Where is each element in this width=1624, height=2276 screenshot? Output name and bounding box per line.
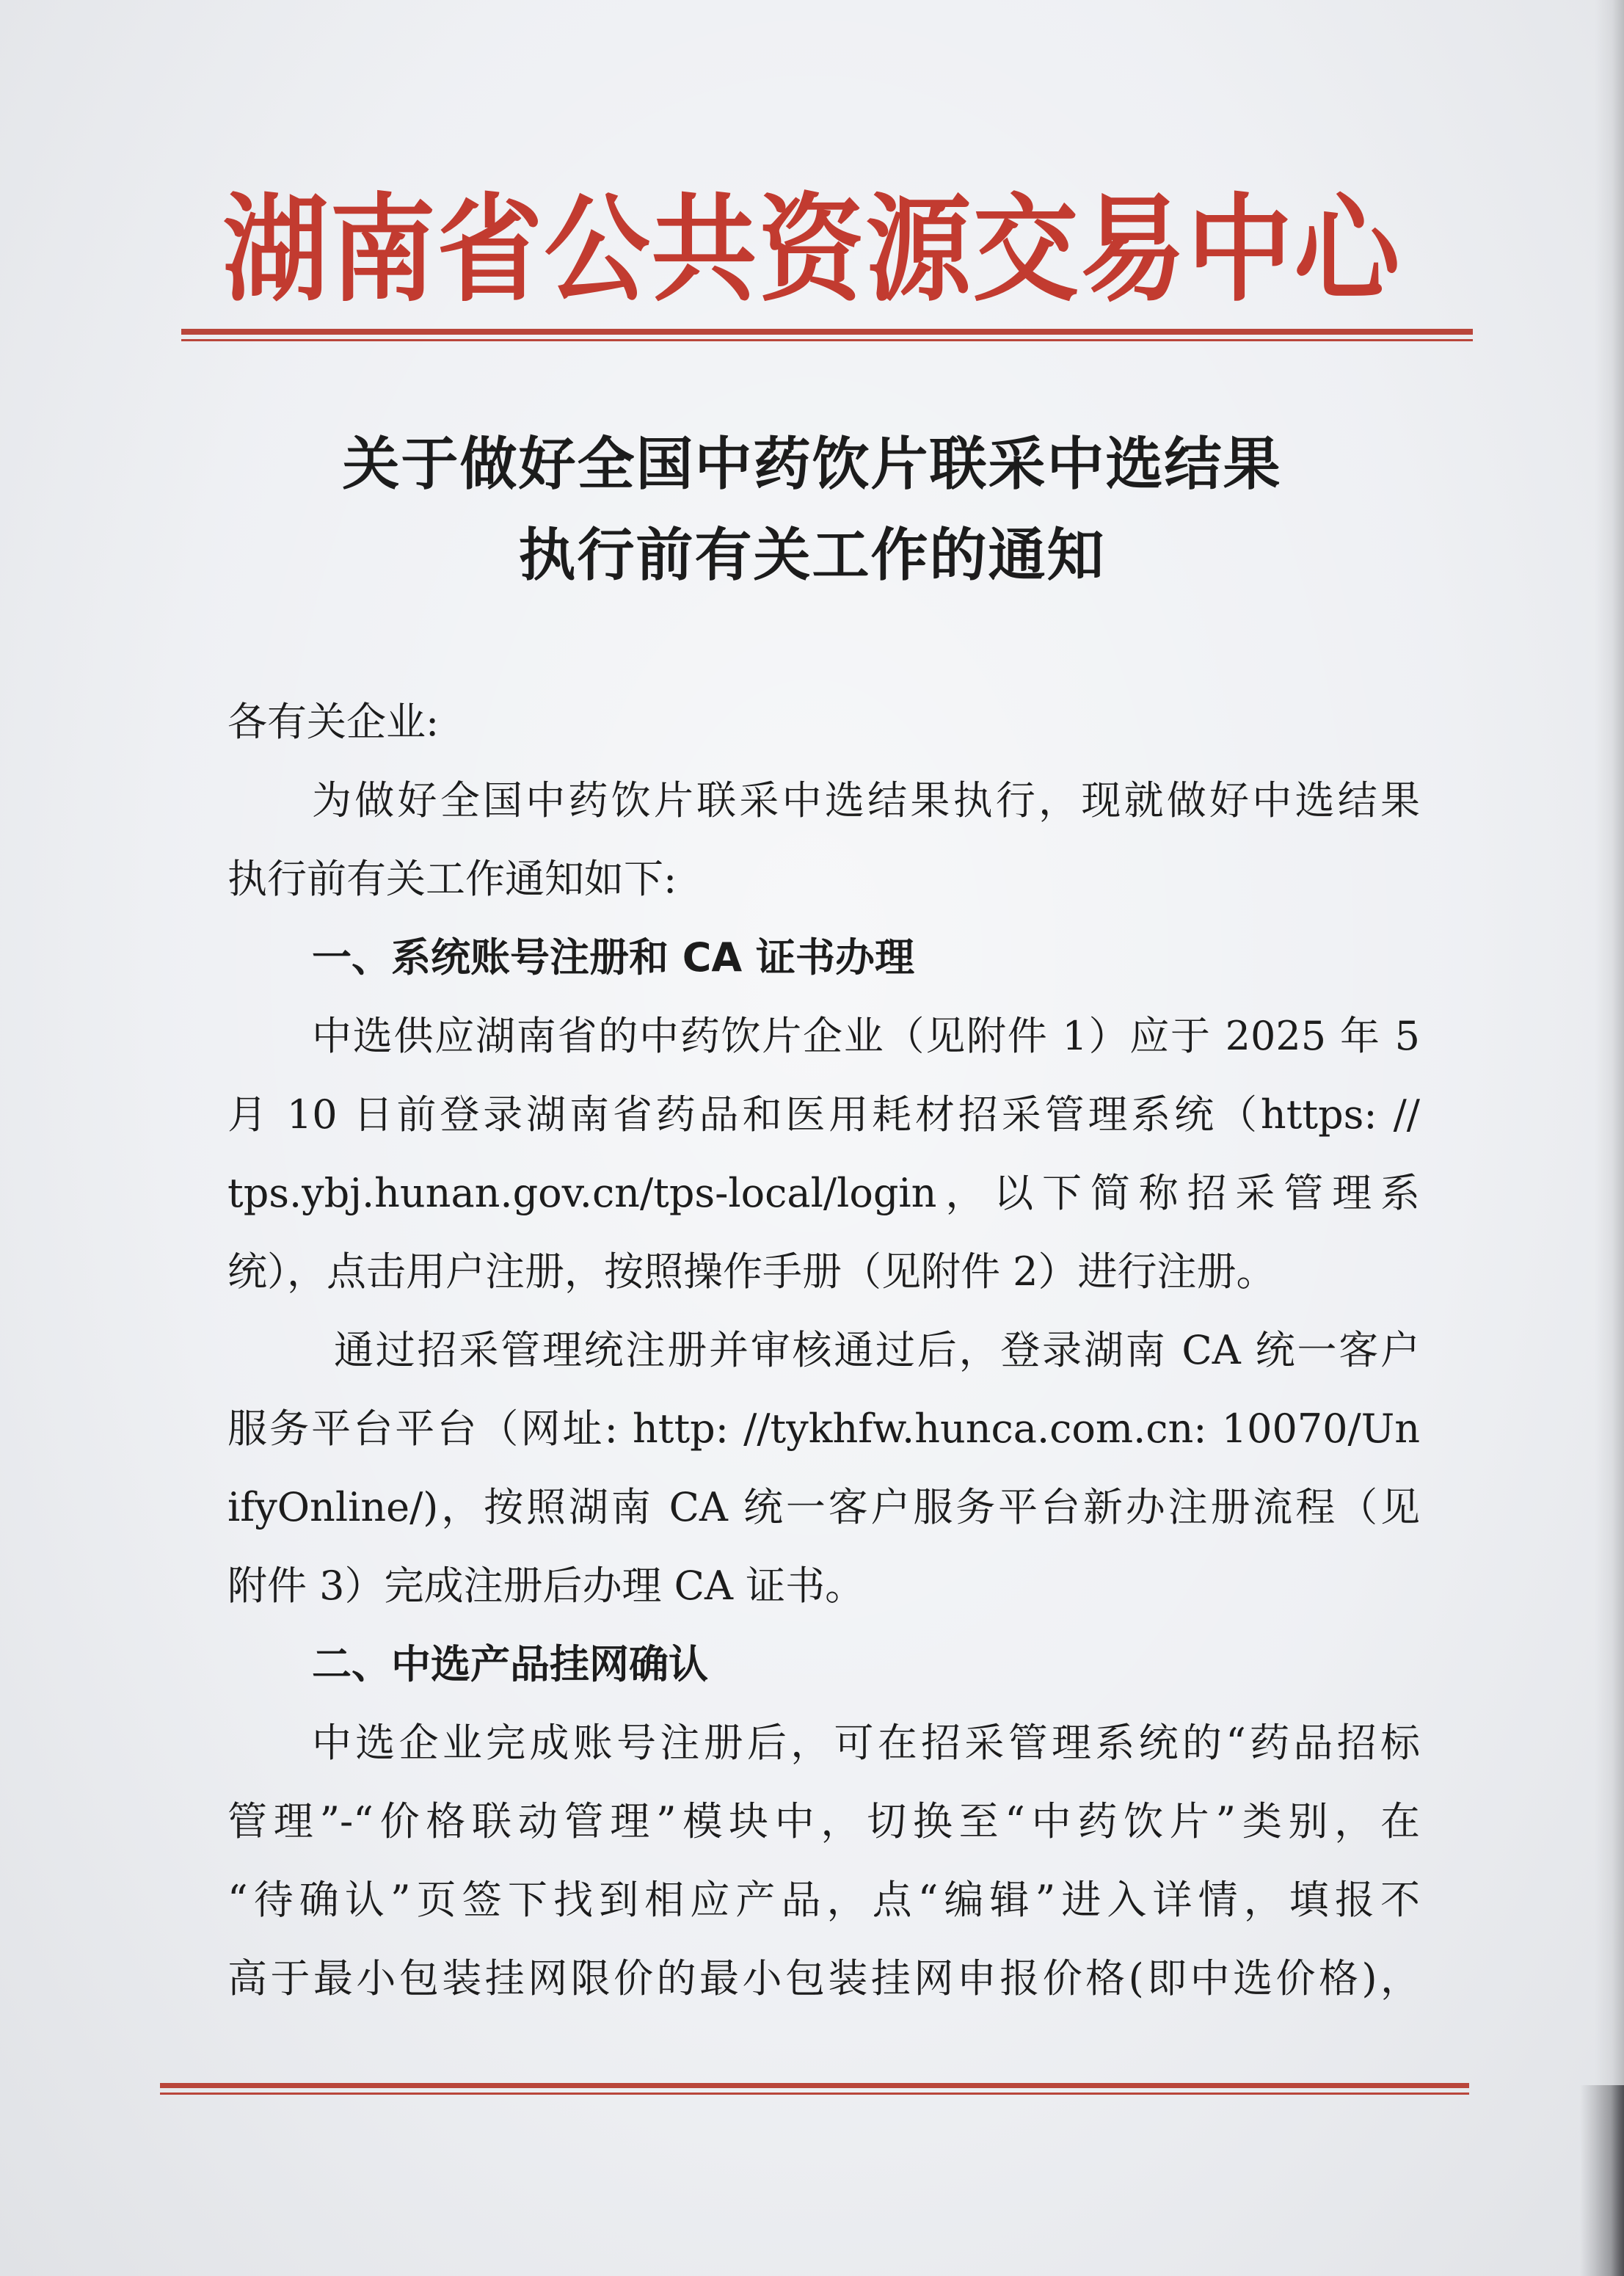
intro-line: 执行前有关工作通知如下: [227, 856, 677, 902]
footer-red-rule-thin [160, 2093, 1469, 2095]
paragraph-line: 中选企业完成账号注册后，可在招采管理系统的“药品招标 [312, 1720, 1420, 1766]
paragraph-line: 统），点击用户注册，按照操作手册（见附件 2）进行注册。 [227, 1248, 1276, 1295]
footer-red-rule-thick [160, 2083, 1469, 2088]
scan-edge-shadow [1595, 0, 1624, 2276]
paragraph-line: ifyOnline/)，按照湖南 CA 统一客户服务平台新办注册流程（见 [227, 1484, 1420, 1530]
intro-line: 为做好全国中药饮片联采中选结果执行，现就做好中选结果 [312, 777, 1420, 823]
paragraph-line: 通过招采管理统注册并审核通过后，登录湖南 CA 统一客户 [334, 1327, 1420, 1373]
paragraph-line: 中选供应湖南省的中药饮片企业（见附件 1）应于 2025 年 5 [312, 1013, 1420, 1059]
document-title-line: 执行前有关工作的通知 [518, 522, 1106, 589]
paragraph-line: 附件 3）完成注册后办理 CA 证书。 [227, 1563, 865, 1609]
document-title-line: 关于做好全国中药饮片联采中选结果 [342, 431, 1282, 498]
paragraph-line: 高于最小包装挂网限价的最小包装挂网申报价格(即中选价格)， [227, 1955, 1420, 2002]
header-red-rule-thick [181, 329, 1473, 335]
paragraph-line: 月 10 日前登录湖南省药品和医用耗材招采管理系统（https: // [227, 1091, 1420, 1138]
paragraph-line: “待确认”页签下找到相应产品，点“编辑”进入详情，填报不 [227, 1877, 1420, 1923]
salutation: 各有关企业: [227, 699, 440, 745]
document-body [227, 683, 1420, 2018]
paragraph-line: 服务平台平台（网址: http: //tykhfw.hunca.com.cn: 10070/Un [227, 1406, 1420, 1452]
header-red-rule-thin [181, 339, 1473, 341]
issuing-organization-header: 湖南省公共资源交易中心 [222, 181, 1402, 318]
scan-corner-shadow [1580, 2085, 1624, 2276]
paragraph-line: tps.ybj.hunan.gov.cn/tps-local/login，以下简称招采管理系 [227, 1170, 1420, 1216]
paragraph-line: 管理”-“价格联动管理”模块中，切换至“中药饮片”类别，在 [227, 1798, 1420, 1844]
section-heading: 二、中选产品挂网确认 [312, 1641, 708, 1687]
section-heading: 一、系统账号注册和 CA 证书办理 [312, 934, 915, 981]
